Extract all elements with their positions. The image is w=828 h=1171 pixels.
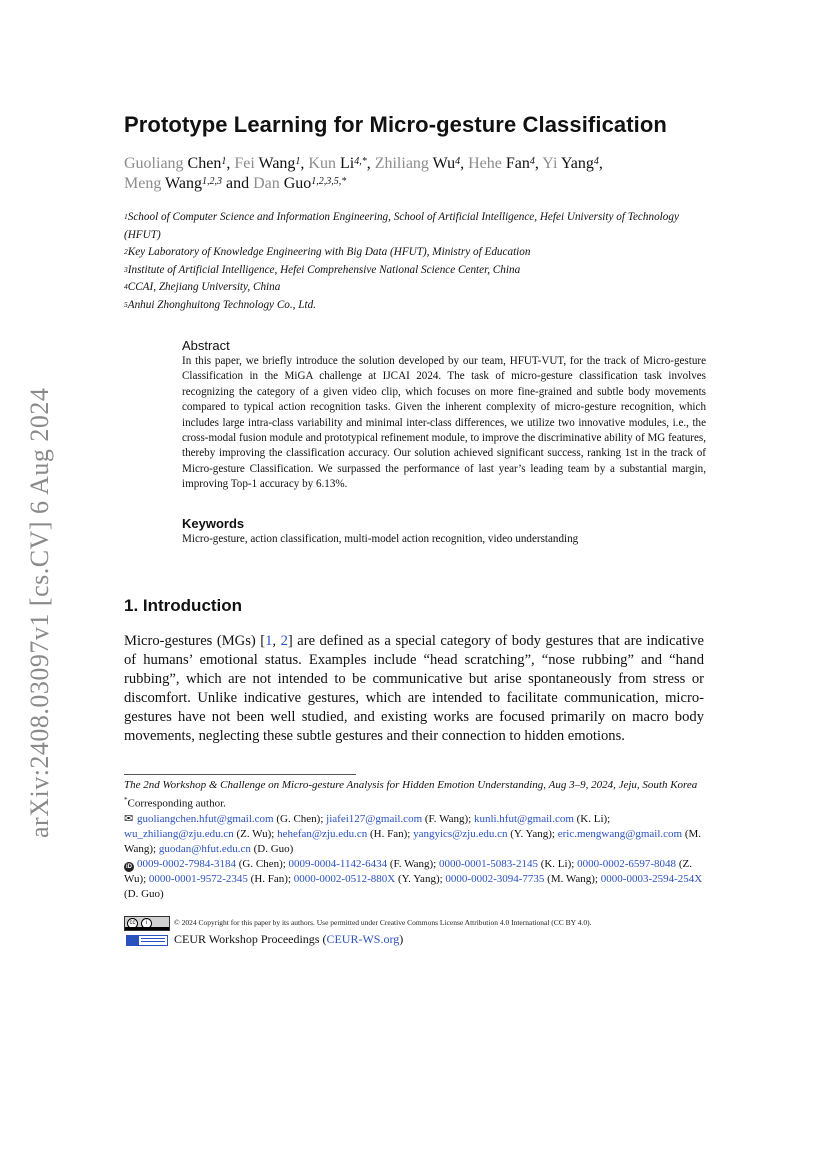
email-footnote — [124, 812, 706, 857]
orcid-link[interactable]: 0000-0001-9572-2345 — [148, 872, 248, 885]
affiliation-number: 2 — [124, 247, 128, 256]
orcid-link[interactable]: 0000-0002-6597-8048 — [577, 857, 677, 870]
orcid-link[interactable]: 0000-0001-5083-2145 — [438, 857, 538, 870]
affiliation-text: Anhui Zhonghuitong Technology Co., Ltd. — [127, 298, 316, 311]
author-family-name: Chen — [187, 155, 222, 172]
affiliation-number: 5 — [124, 299, 128, 309]
affiliation — [124, 297, 694, 315]
orcid-link[interactable]: 0009-0004-1142-6434 — [288, 857, 388, 870]
author-family-name: Fan — [505, 155, 530, 172]
affiliation-text: Key Laboratory of Knowledge Engineering with Big Data (HFUT), Ministry of Education — [127, 246, 531, 258]
author — [542, 155, 599, 172]
corresponding-footnote — [124, 793, 706, 812]
author — [308, 155, 366, 172]
author-affiliation-mark: 4,* — [354, 156, 367, 167]
citation-bracket-open: [ — [260, 633, 266, 649]
affiliation — [124, 244, 694, 262]
author-given-name: Guoliang — [124, 155, 184, 172]
author-family-name: Li — [339, 155, 355, 172]
ceur-prefix: CEUR Workshop Proceedings ( — [174, 932, 327, 946]
ceur-row — [124, 932, 724, 948]
author-affiliation-mark: 1,2,3,5,* — [311, 176, 347, 187]
workshop-footnote: The 2nd Workshop & Challenge on Micro-gesture Analysis for Hidden Emotion Understanding, Aug 3–9, 2024, Jeju, South Korea — [124, 779, 698, 791]
section-heading-introduction: 1. Introduction — [124, 596, 243, 615]
author-and: and — [225, 175, 250, 192]
email-owner: (K. Li); — [573, 812, 611, 825]
author-given-name: Hehe — [468, 155, 502, 172]
orcid-owner: (Y. Yang); — [395, 872, 446, 885]
affiliation-number: 4 — [124, 282, 128, 291]
footnotes — [124, 778, 706, 902]
email-link[interactable]: guodan@hfut.edu.cn — [158, 842, 251, 855]
author — [253, 175, 346, 192]
email-link[interactable]: kunli.hfut@gmail.com — [473, 812, 574, 825]
email-owner: (F. Wang); — [422, 812, 474, 825]
cc-by-badge-icon: cc i — [124, 916, 170, 931]
ceur-suffix: ) — [399, 932, 404, 946]
citation-link-2[interactable]: 2 — [280, 633, 288, 649]
orcid-link[interactable]: 0000-0003-2594-254X — [600, 872, 703, 885]
author-affiliation-mark: 1 — [295, 156, 301, 167]
corresponding-mark: * — [124, 796, 128, 804]
affiliation — [124, 262, 694, 280]
author-family-name: Wu — [432, 155, 456, 172]
affiliation-number: 3 — [124, 264, 128, 274]
keywords-text: Micro-gesture, action classification, multi-model action recognition, video understanding — [182, 533, 579, 545]
author-affiliation-mark: 4 — [593, 156, 599, 167]
author — [375, 155, 460, 172]
affiliation-text: CCAI, Zhejiang University, China — [127, 281, 281, 293]
author-affiliation-mark: 4 — [529, 156, 535, 167]
ceur-logo-icon — [126, 935, 168, 946]
arxiv-stamp-text: arXiv:2408.03097v1 [cs.CV] 6 Aug 2024 — [25, 387, 54, 838]
email-owner: (D. Guo) — [250, 842, 294, 855]
footnote-rule — [124, 774, 356, 775]
intro-text-start: Micro-gestures (MGs) — [124, 633, 261, 649]
orcid-icon: iD — [126, 863, 132, 870]
author-given-name: Zhiliang — [374, 155, 429, 172]
email-link[interactable]: hehefan@zju.edu.cn — [277, 827, 368, 840]
email-owner: (H. Fan); — [367, 827, 414, 840]
citation-bracket-close: ] — [287, 633, 293, 649]
email-link[interactable]: jiafei127@gmail.com — [326, 812, 423, 825]
keywords-heading: Keywords — [182, 516, 245, 531]
email-link[interactable]: eric.mengwang@gmail.com — [557, 827, 683, 840]
affiliation-number: 1 — [124, 212, 128, 221]
envelope-icon: ✉ — [124, 812, 134, 825]
paper-title: Prototype Learning for Micro-gesture Classification — [124, 112, 667, 137]
orcid-link[interactable]: 0009-0002-7984-3184 — [137, 857, 236, 870]
orcid-owner: (Z. Wu); — [124, 857, 692, 885]
orcid-footnote — [124, 857, 706, 902]
orcid-owner: (F. Wang); — [387, 857, 439, 870]
orcid-owner: (H. Fan); — [247, 872, 294, 885]
affiliation-text: Institute of Artificial Intelligence, Hefei Comprehensive National Science Center, China — [127, 263, 521, 276]
author-affiliation-mark: 1,2,3 — [201, 176, 222, 187]
orcid-owner: (K. Li); — [537, 857, 578, 870]
ceur-text — [174, 932, 403, 947]
orcid-owner: (G. Chen); — [236, 857, 289, 870]
author — [234, 155, 300, 172]
introduction-paragraph — [124, 632, 704, 746]
citation-link-1[interactable]: 1 — [265, 633, 273, 649]
abstract-heading: Abstract — [182, 338, 230, 353]
author-family-name: Guo — [283, 175, 312, 192]
author-given-name: Yi — [542, 155, 558, 172]
author-given-name: Meng — [124, 175, 162, 192]
orcid-owner: (D. Guo) — [124, 887, 164, 900]
email-owner: (M. Wang); — [124, 827, 702, 855]
author-given-name: Kun — [308, 155, 336, 172]
ceur-link[interactable]: CEUR-WS.org — [326, 932, 400, 946]
author-family-name: Wang — [258, 155, 296, 172]
author — [468, 155, 535, 172]
affiliation — [124, 279, 694, 297]
author-given-name: Dan — [253, 175, 280, 192]
author — [124, 175, 222, 192]
affiliation-list — [124, 209, 694, 314]
license-text: © 2024 Copyright for this paper by its authors. Use permitted under Creative Commons License Attribution 4.0 International (CC BY 4.0). — [174, 918, 592, 927]
email-owner: (Y. Yang); — [507, 827, 558, 840]
citation-separator: , — [272, 633, 281, 649]
author-family-name: Yang — [560, 155, 594, 172]
email-link[interactable]: wu_zhiliang@zju.edu.cn — [124, 827, 234, 840]
corresponding-label: Corresponding author. — [127, 797, 226, 810]
author-affiliation-mark: 1 — [221, 156, 227, 167]
affiliation — [124, 209, 694, 244]
author-given-name: Fei — [234, 155, 255, 172]
orcid-link[interactable]: 0000-0002-0512-880X — [293, 872, 396, 885]
author-affiliation-mark: 4 — [455, 156, 461, 167]
affiliation-text: School of Computer Science and Information Engineering, School of Artificial Intelligence, Hefei University of Technology (HFUT) — [124, 211, 679, 241]
orcid-owner: (M. Wang); — [544, 872, 601, 885]
abstract-paragraph: In this paper, we briefly introduce the solution developed by our team, HFUT-VUT, for the track of Micro-gesture Classification in the MiGA challenge at IJCAI 2024. The task of micro-gesture classification task involves recognizing the category of a given video clip, which focuses on more fine-grained and subtle body movements compared to typical action recognition tasks. Given the inherent complexity of micro-gesture recognition, which includes large intra-class variability and minimal inter-class differences, we utilize two innovative modules, i.e., the cross-modal fusion module and prototypical refinement module, to improve the discriminative ability of MG features, thereby improving the classification accuracy. Our solution achieved significant success, ranking 1st in the track of Micro-gesture Classification. We surpassed the performance of last year’s leading team by a substantial margin, improving Top-1 accuracy by 6.13%. — [182, 355, 706, 491]
author-family-name: Wang — [165, 175, 202, 192]
author-list: Guoliang Chen$^1$, Fei Wang$^1$, Kun Li$^{4,*}$, Zhiliang Wu$^4$, Hehe Fan$^4$, Yi Yang$^4$, Meng Wang$^{1,2,3}$ and Dan Guo$^{1,2,3,5,*}$ — [124, 155, 603, 192]
author — [124, 155, 226, 172]
email-owner: (Z. Wu); — [233, 827, 278, 840]
email-link[interactable]: yangyics@zju.edu.cn — [413, 827, 508, 840]
email-owner: (G. Chen); — [273, 812, 327, 825]
license-row — [124, 916, 724, 930]
email-link[interactable]: guoliangchen.hfut@gmail.com — [137, 812, 274, 825]
intro-text-rest: are defined as a special category of body gestures that are indicative of humans’ emotional status. Examples include “head scratching”, “nose rubbing” and “hand rubbing”, which are not intended to be communicative but arise spontaneously from stress or discomfort. Unlike indicative gestures, which are intended to facilitate communication, micro-gestures have not been well studied, and existing works are focused primarily on macro body movements, neglecting these subtle gestures and their connection to hidden emotions. — [124, 633, 704, 744]
orcid-link[interactable]: 0000-0002-3094-7735 — [445, 872, 545, 885]
arxiv-stamp — [14, 380, 58, 840]
abstract-text — [182, 354, 706, 493]
